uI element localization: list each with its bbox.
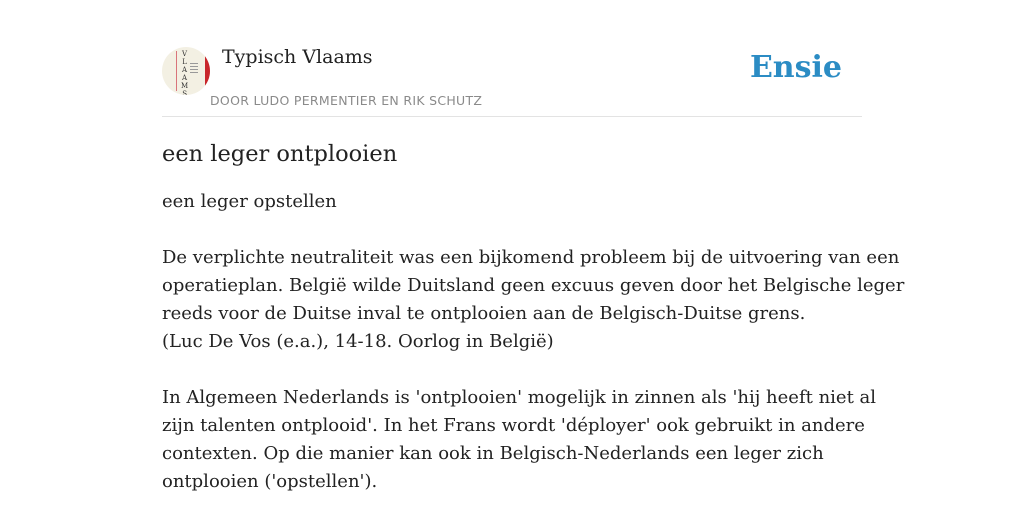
author-byline: DOOR LUDO PERMENTIER EN RIK SCHUTZ	[210, 93, 483, 108]
example-source: (Luc De Vos (e.a.), 14-18. Oorlog in België)	[162, 331, 554, 352]
entry-example	[162, 244, 905, 356]
example-line: De verplichte neutraliteit was een bijkomend probleem bij de uitvoering van een	[162, 247, 900, 268]
example-line: reeds voor de Duitse inval te ontplooien aan de Belgisch-Duitse grens.	[162, 303, 806, 324]
site-header	[162, 40, 862, 117]
note-line: ontplooien ('opstellen').	[162, 471, 378, 492]
blog-title[interactable]: Typisch Vlaams	[222, 46, 373, 68]
logo-lettering: V L A A M S	[181, 50, 189, 95]
entry-content	[162, 138, 905, 496]
entry-note	[162, 384, 877, 496]
entry-term: een leger ontplooien	[162, 141, 398, 167]
ensie-brand-link[interactable]: Ensie	[749, 50, 842, 85]
note-line: zijn talenten ontplooid'. In het Frans wordt 'déployer' ook gebruikt in andere	[162, 415, 865, 436]
note-line: In Algemeen Nederlands is 'ontplooien' mogelijk in zinnen als 'hij heeft niet al	[162, 387, 877, 408]
logo-text-lines	[190, 63, 198, 64]
entry-definition: een leger opstellen	[162, 191, 337, 212]
example-line: operatieplan. België wilde Duitsland geen excuus geven door het Belgische leger	[162, 275, 905, 296]
blog-logo[interactable]	[162, 47, 210, 95]
note-line: contexten. Op die manier kan ook in Belgisch-Nederlands een leger zich	[162, 443, 824, 464]
logo-red-line	[176, 51, 177, 91]
logo-red-edge	[205, 47, 210, 95]
